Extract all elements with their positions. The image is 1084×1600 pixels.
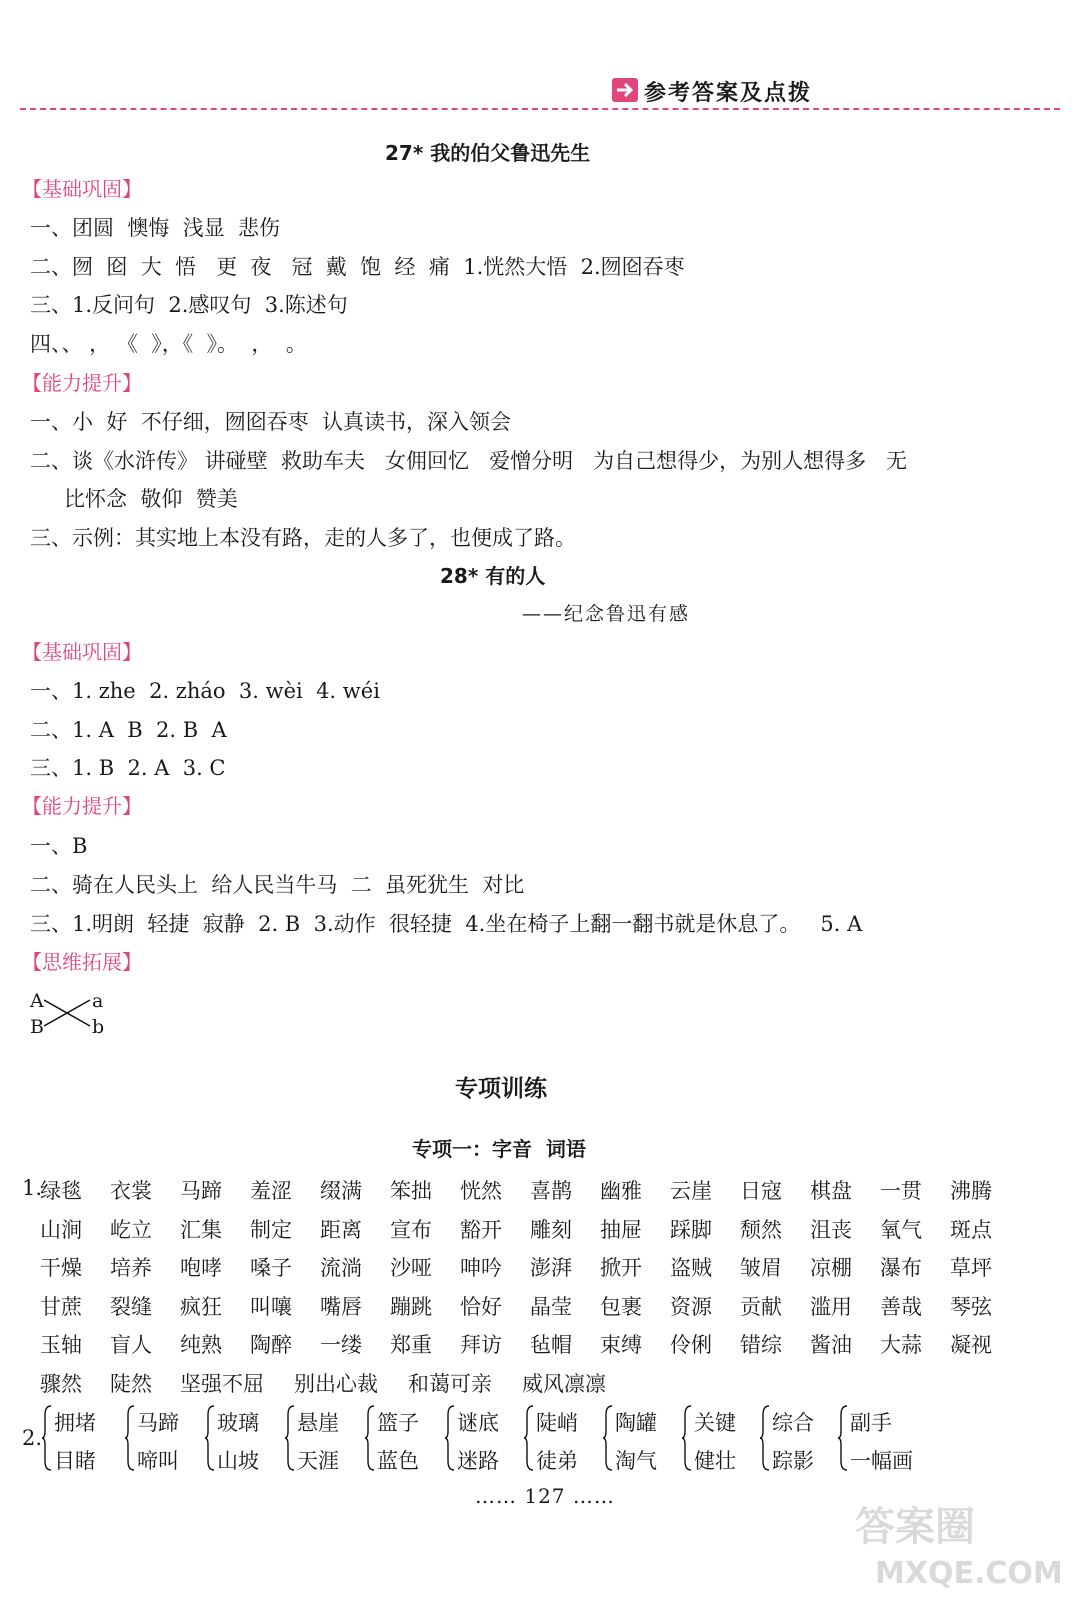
word: 日寇 xyxy=(740,1179,782,1203)
brace-icon xyxy=(365,1405,375,1471)
header-title: 参考答案及点拨 xyxy=(644,81,813,106)
word: 踩脚 xyxy=(670,1218,712,1242)
word: 叫嚷 xyxy=(250,1295,292,1319)
tag-ability-28: 【能力提升】 xyxy=(22,794,142,818)
watermark-logo xyxy=(845,1495,1065,1595)
brace-icon xyxy=(760,1405,770,1471)
word: 甘蔗 xyxy=(40,1295,82,1319)
word: 骤然 xyxy=(40,1372,82,1396)
word: 大蒜 xyxy=(880,1333,922,1357)
brace-icon xyxy=(838,1405,848,1471)
word: 盗贼 xyxy=(670,1256,712,1280)
pair-word-bottom: 迷路 xyxy=(457,1449,499,1473)
word: 马蹄 xyxy=(180,1179,222,1203)
word: 伶俐 xyxy=(670,1333,712,1357)
word: 幽雅 xyxy=(600,1179,642,1203)
word: 恍然 xyxy=(460,1179,502,1203)
match-right-b: b xyxy=(92,1016,105,1038)
brace-icon xyxy=(205,1405,215,1471)
pair-word-bottom: 蓝色 xyxy=(377,1449,419,1473)
word: 喜鹊 xyxy=(530,1179,572,1203)
arrow-right-icon xyxy=(612,78,638,102)
word: 拜访 xyxy=(460,1333,502,1357)
l28-ability-3: 三、1.明朗 轻捷 寂静 2. B 3.动作 很轻捷 4.坐在椅子上翻一翻书就是休息了。 5. A xyxy=(30,912,863,936)
l28-basic-2: 二、1. A B 2. B A xyxy=(30,718,227,742)
word: 豁开 xyxy=(460,1218,502,1242)
watermark-line2: MXQE.COM xyxy=(875,1556,1063,1591)
matching-diagram xyxy=(30,990,120,1040)
pair-word-top: 谜底 xyxy=(457,1411,499,1435)
lesson28-title: 28* 有的人 xyxy=(440,564,546,588)
l27-ability-3: 三、示例：其实地上本没有路，走的人多了，也便成了路。 xyxy=(30,526,576,550)
word: 汇集 xyxy=(180,1218,222,1242)
word: 疯狂 xyxy=(180,1295,222,1319)
word: 咆哮 xyxy=(180,1256,222,1280)
word: 威风凛凛 xyxy=(522,1372,606,1396)
tag-ability-27: 【能力提升】 xyxy=(22,371,142,395)
word: 颓然 xyxy=(740,1218,782,1242)
word: 培养 xyxy=(110,1256,152,1280)
word: 包裹 xyxy=(600,1295,642,1319)
pair-word-bottom: 啼叫 xyxy=(137,1449,179,1473)
q2-label: 2. xyxy=(22,1426,43,1450)
word: 束缚 xyxy=(600,1333,642,1357)
word: 雕刻 xyxy=(530,1218,572,1242)
pair-word-top: 马蹄 xyxy=(137,1411,179,1435)
q1-row-last xyxy=(40,1368,636,1398)
word: 嗓子 xyxy=(250,1256,292,1280)
word: 斑点 xyxy=(950,1218,992,1242)
l28-ability-2: 二、骑在人民头上 给人民当牛马 二 虽死犹生 对比 xyxy=(30,873,525,897)
word: 一缕 xyxy=(320,1333,362,1357)
word: 一贯 xyxy=(880,1179,922,1203)
pair-word-top: 副手 xyxy=(850,1411,892,1435)
special-title: 专项训练 xyxy=(455,1076,547,1102)
word: 陶醉 xyxy=(250,1333,292,1357)
lesson28-subtitle: ——纪念鲁迅有感 xyxy=(522,603,691,625)
pair-word-top: 综合 xyxy=(772,1411,814,1435)
word: 玉轴 xyxy=(40,1333,82,1357)
pair-word-top: 篮子 xyxy=(377,1411,419,1435)
word: 蹦跳 xyxy=(390,1295,432,1319)
pair-word-top: 陡峭 xyxy=(536,1411,578,1435)
match-right-a: a xyxy=(92,990,104,1012)
word: 草坪 xyxy=(950,1256,992,1280)
brace-icon xyxy=(445,1405,455,1471)
pair-word-bottom: 一幅画 xyxy=(850,1449,913,1473)
brace-icon xyxy=(285,1405,295,1471)
pair-word-top: 玻璃 xyxy=(217,1411,259,1435)
word: 澎湃 xyxy=(530,1256,572,1280)
tag-basic-27: 【基础巩固】 xyxy=(22,177,142,201)
l27-ability-2b: 比怀念 敬仰 赞美 xyxy=(64,487,238,511)
word: 错综 xyxy=(740,1333,782,1357)
word: 资源 xyxy=(670,1295,712,1319)
match-left-a: A xyxy=(30,990,44,1012)
word: 和蔼可亲 xyxy=(408,1372,492,1396)
word: 山涧 xyxy=(40,1218,82,1242)
word: 陡然 xyxy=(110,1372,152,1396)
l27-ability-2: 二、谈《水浒传》 讲碰壁 救助车夫 女佣回忆 爱憎分明 为自己想得少，为别人想得多 无 xyxy=(30,449,908,473)
l27-ability-1: 一、小 好 不仔细，囫囵吞枣 认真读书，深入领会 xyxy=(30,410,512,434)
pair-word-bottom: 目睹 xyxy=(54,1449,96,1473)
word: 距离 xyxy=(320,1218,362,1242)
word: 凉棚 xyxy=(810,1256,852,1280)
l27-basic-3: 三、1.反问句 2.感叹句 3.陈述句 xyxy=(30,293,348,317)
page-number: …… 127 …… xyxy=(475,1484,615,1508)
brace-icon xyxy=(42,1405,52,1471)
word: 善哉 xyxy=(880,1295,922,1319)
pair-word-top: 关键 xyxy=(694,1411,736,1435)
word: 酱油 xyxy=(810,1333,852,1357)
brace-icon xyxy=(524,1405,534,1471)
word: 屹立 xyxy=(110,1218,152,1242)
word: 贡献 xyxy=(740,1295,782,1319)
watermark-line1: 答案圈 xyxy=(855,1504,975,1550)
l28-basic-1: 一、1. zhe 2. zháo 3. wèi 4. wéi xyxy=(30,679,380,703)
pair-word-bottom: 天涯 xyxy=(297,1449,339,1473)
word: 毡帽 xyxy=(530,1333,572,1357)
brace-icon xyxy=(603,1405,613,1471)
word: 呻吟 xyxy=(460,1256,502,1280)
word: 坚强不屈 xyxy=(180,1372,264,1396)
l27-basic-2: 二、囫 囵 大 悟 更 夜 冠 戴 饱 经 痛 1.恍然大悟 2.囫囵吞枣 xyxy=(30,255,685,279)
word: 滥用 xyxy=(810,1295,852,1319)
word: 皱眉 xyxy=(740,1256,782,1280)
word: 沙哑 xyxy=(390,1256,432,1280)
word: 棋盘 xyxy=(810,1179,852,1203)
word: 琴弦 xyxy=(950,1295,992,1319)
word: 郑重 xyxy=(390,1333,432,1357)
word: 沸腾 xyxy=(950,1179,992,1203)
brace-icon xyxy=(125,1405,135,1471)
pair-word-bottom: 徒弟 xyxy=(536,1449,578,1473)
word: 绿毯 xyxy=(40,1179,82,1203)
word: 纯熟 xyxy=(180,1333,222,1357)
word: 干燥 xyxy=(40,1256,82,1280)
word: 晶莹 xyxy=(530,1295,572,1319)
pair-word-bottom: 山坡 xyxy=(217,1449,259,1473)
q1-row xyxy=(40,1214,1020,1244)
q1-row xyxy=(40,1329,1020,1359)
word: 凝视 xyxy=(950,1333,992,1357)
special-section-title: 专项一：字音 词语 xyxy=(412,1137,586,1161)
pair-word-bottom: 踪影 xyxy=(772,1449,814,1473)
word: 氧气 xyxy=(880,1218,922,1242)
word: 制定 xyxy=(250,1218,292,1242)
word: 云崖 xyxy=(670,1179,712,1203)
word: 裂缝 xyxy=(110,1295,152,1319)
l28-ability-1: 一、B xyxy=(30,834,88,858)
word: 盲人 xyxy=(110,1333,152,1357)
pair-word-bottom: 淘气 xyxy=(615,1449,657,1473)
pair-word-top: 陶罐 xyxy=(615,1411,657,1435)
pair-word-bottom: 健壮 xyxy=(694,1449,736,1473)
word: 宣布 xyxy=(390,1218,432,1242)
word: 沮丧 xyxy=(810,1218,852,1242)
word: 流淌 xyxy=(320,1256,362,1280)
q1-row xyxy=(40,1291,1020,1321)
header-divider xyxy=(20,108,1060,110)
word: 缀满 xyxy=(320,1179,362,1203)
tag-thinking-28: 【思维拓展】 xyxy=(22,950,142,974)
word: 羞涩 xyxy=(250,1179,292,1203)
match-left-b: B xyxy=(30,1016,44,1038)
word: 抽屉 xyxy=(600,1218,642,1242)
l27-basic-4: 四、、 ， 《 》，《 》。 ， 。 xyxy=(30,332,307,356)
word: 衣裳 xyxy=(110,1179,152,1203)
cross-lines xyxy=(44,996,92,1030)
q1-row xyxy=(40,1252,1020,1282)
word: 嘴唇 xyxy=(320,1295,362,1319)
l27-basic-1: 一、团圆 懊悔 浅显 悲伤 xyxy=(30,216,281,240)
q1-row xyxy=(40,1175,1020,1205)
word: 恰好 xyxy=(460,1295,502,1319)
brace-icon xyxy=(682,1405,692,1471)
pair-word-top: 悬崖 xyxy=(297,1411,339,1435)
word: 笨拙 xyxy=(390,1179,432,1203)
l28-basic-3: 三、1. B 2. A 3. C xyxy=(30,756,226,780)
pair-word-top: 拥堵 xyxy=(54,1411,96,1435)
q1-label: 1. xyxy=(22,1176,43,1200)
word: 掀开 xyxy=(600,1256,642,1280)
lesson27-title: 27* 我的伯父鲁迅先生 xyxy=(385,141,591,165)
word: 瀑布 xyxy=(880,1256,922,1280)
word: 别出心裁 xyxy=(294,1372,378,1396)
tag-basic-28: 【基础巩固】 xyxy=(22,640,142,664)
